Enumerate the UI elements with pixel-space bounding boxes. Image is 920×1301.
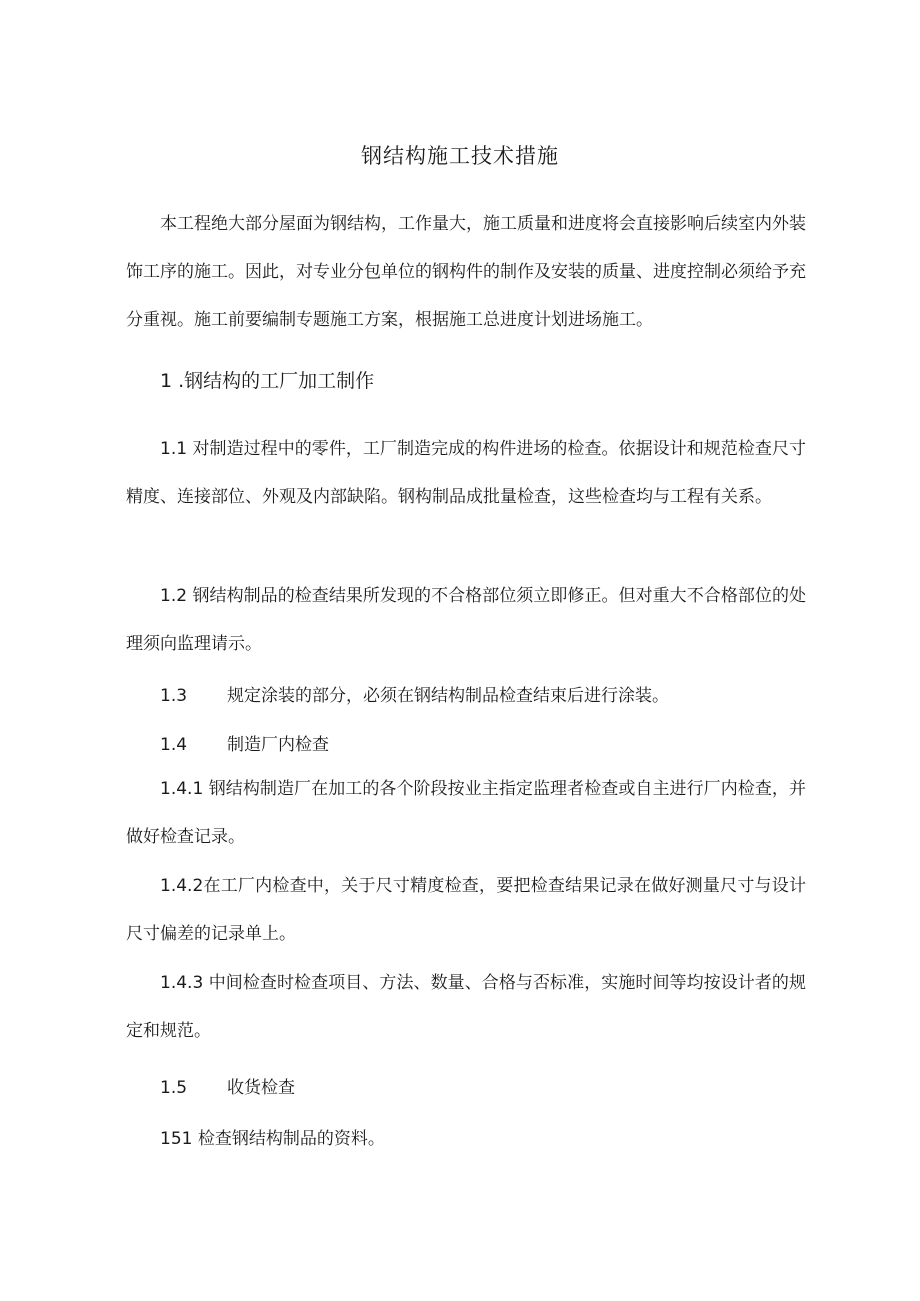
paragraph-1-5-number: 1.5: [160, 1078, 188, 1098]
paragraph-1-3-text: 规定涂装的部分，必须在钢结构制品检查结束后进行涂装。: [227, 686, 670, 706]
paragraph-1-4-3: 1.4.3 中间检查时检查项目、方法、数量、合格与否标准，实施时间等均按设计者的规定和规范。: [126, 973, 806, 1041]
paragraph-1-4-number: 1.4: [160, 735, 188, 755]
paragraph-1-4: [160, 730, 329, 755]
paragraph-1-4-2: 1.4.2在工厂内检查中，关于尺寸精度检查，要把检查结果记录在做好测量尺寸与设计尺寸偏差的记录单上。: [126, 876, 806, 944]
paragraph-1-5: [160, 1073, 295, 1098]
paragraph-1-3: [160, 681, 669, 706]
paragraph-1-2: 1.2 钢结构制品的检查结果所发现的不合格部位须立即修正。但对重大不合格部位的处理须向监理请示。: [126, 586, 806, 654]
paragraph-1-4-text: 制造厂内检查: [227, 735, 330, 755]
paragraph-151: 151 检查钢结构制品的资料。: [160, 1129, 385, 1149]
section-1-heading: 1 .钢结构的工厂加工制作: [160, 370, 375, 392]
paragraph-1-4-1: 1.4.1 钢结构制造厂在加工的各个阶段按业主指定监理者检查或自主进行厂内检查，并做好检查记录。: [126, 779, 806, 847]
paragraph-1-5-text: 收货检查: [227, 1078, 296, 1098]
document-title: 钢结构施工技术措施: [361, 144, 559, 168]
intro-paragraph: 本工程绝大部分屋面为钢结构，工作量大，施工质量和进度将会直接影响后续室内外装饰工序的施工。因此，对专业分包单位的钢构件的制作及安装的质量、进度控制必须给予充分重视。施工前要编制专题施工方案，根据施工总进度计划进场施工。: [126, 214, 806, 330]
paragraph-1-3-number: 1.3: [160, 686, 188, 706]
paragraph-1-1: 1.1 对制造过程中的零件，工厂制造完成的构件进场的检查。依据设计和规范检查尺寸精度、连接部位、外观及内部缺陷。钢构制品成批量检查，这些检查均与工程有关系。: [126, 439, 806, 507]
